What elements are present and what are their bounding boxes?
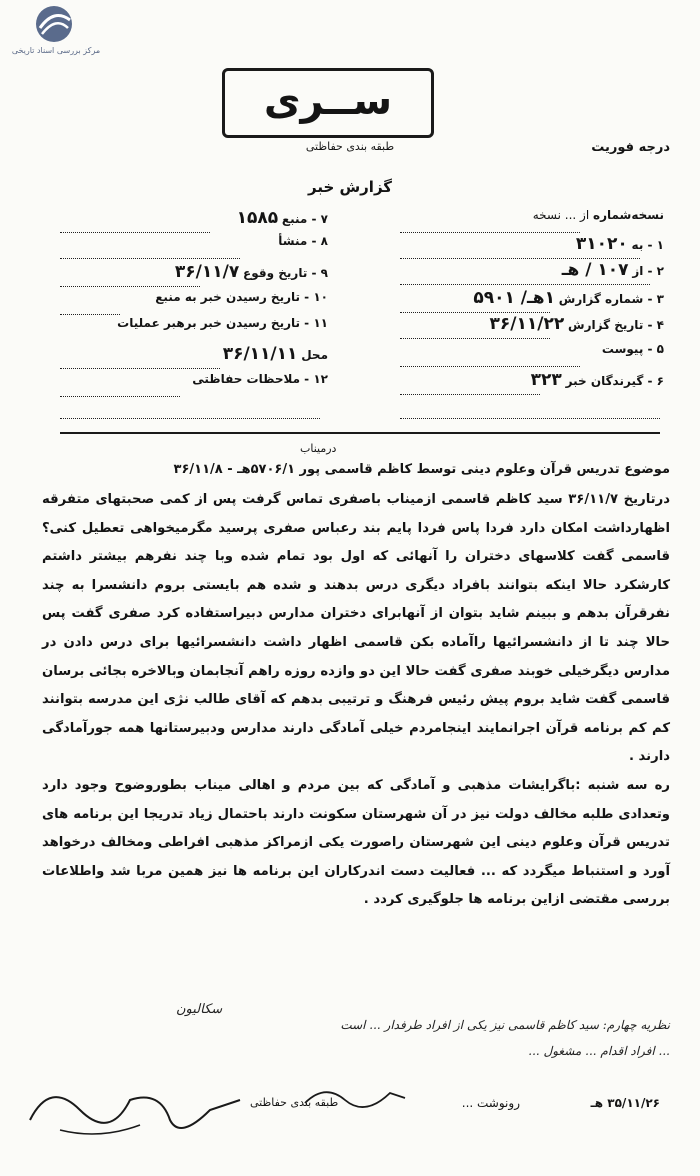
footer-note: رونوشت ...: [461, 1096, 520, 1110]
field-from: ۲ - از ۱۰۷ / هـ: [561, 260, 664, 280]
footer-classification: طبقه بندی حفاظتی: [250, 1096, 339, 1109]
dotted-line: [60, 382, 180, 397]
secret-stamp-text: ســری: [263, 78, 393, 124]
body-paragraph: درتاریخ ۳۶/۱۱/۷ سید کاظم قاسمی ازمیناب باصفری تماس گرفت پس از کمی صحبتهای متفرقه اظهارداشت امکان دارد فردا پاس فردا پایم بند رعباس صفری پرسید مگرمیخواهی تعطیل کنی؟ قاسمی گفت کلاسهای دختران را آنهائی که اول بود تمام شده وبا چند نفرهم بیشتر داشتم کارشکرد حالا اینکه بتوانند بافراد دیگری درس بدهند و شده هم بایستی بروم دانشسرا به چند نفرقرآن بدهم و ببینم شاید بتوان از آنهابرای دختران مدارس دبیراستفاده کرد صفری گفت پس حالا چند تا از دانشسرائیها راآماده بکن قاسمی اظهار داشت دانشسرائیها برای درس دادن در مدارس دیگرخیلی خوبند صفری گفت حالا این دو وازده روزه راهم آنجابمان وبالاخره بجائی برسان قاسمی گفت شاید بروم پیش رئیس فرهنگ و ترتیبی بدهم که آقای طالب نژی این مدرسه بتوانند کم کم برنامه قرآن اجرانمایند اینجامردم خیلی آمادگی دارند مدارس ودبیرستانها همه جورآمادگی دارند .: [42, 492, 670, 765]
field-location: محل ۳۶/۱۱/۱۱: [222, 344, 328, 364]
subject-location: درمیناب: [300, 442, 337, 455]
field-source: ۷ - منبع ۱۵۸۵: [236, 208, 328, 228]
field-report-date: ۴ - تاریخ گزارش ۳۶/۱۱/۲۲: [489, 314, 664, 334]
field-copy-number: نسخه‌شماره از ... نسخه: [532, 208, 664, 222]
dotted-line: [60, 354, 220, 369]
field-recipients: ۶ - گیرندگان خبر ۳۲۳: [530, 370, 664, 390]
dotted-line: [60, 218, 210, 233]
dotted-line: [60, 244, 240, 259]
handwritten-note: نظریه چهارم: سید کاظم قاسمی نیز یکی از افراد طرفدار ... است: [340, 1018, 670, 1032]
field-source-receipt-date: ۱۰ - تاریخ رسیدن خبر به منبع: [155, 290, 328, 304]
field-security-notes: ۱۲ - ملاحظات حفاظتی: [192, 372, 328, 386]
report-title: گزارش خبر: [307, 178, 393, 196]
dotted-line: [400, 404, 660, 419]
handwritten-signature-note: سکالیون: [176, 1002, 223, 1017]
archive-logo-text: مرکز بررسی اسناد تاریخی: [11, 46, 101, 55]
dotted-line: [400, 352, 580, 367]
priority-label: درجه فوریت: [591, 140, 670, 155]
dotted-line: [400, 380, 540, 395]
archive-emblem-icon: [24, 2, 84, 46]
dotted-line: [60, 300, 120, 315]
report-body: [42, 486, 670, 915]
body-paragraph: ره سه شنبه :باگرایشات مذهبی و آمادگی که بین مردم و اهالی میناب بطوروضوح وجود دارد وتعدادی طلبه مخالف دولت نیز در آن شهرستان سکونت دارند باحتمال زیاد تدریجا این برنامه های تدریس قرآن وعلوم دینی این شهرستان راصورت یکی ازمراکز مذهبی افراطی ومخالف درخواهد آورد و استنباط میگردد که ... فعالیت دست اندرکاران این برنامه ها نیز همین مربا شد واطلاعات بررسی مقتضی ازاین برنامه ها جلوگیری کردد .: [42, 777, 670, 908]
field-event-date: ۹ - تاریخ وقوع ۳۶/۱۱/۷: [174, 262, 328, 282]
header-divider: [60, 432, 660, 434]
archive-logo: [0, 0, 110, 62]
dotted-line: [60, 272, 200, 287]
field-to: ۱ - به ۳۱۰۲۰: [575, 234, 664, 254]
dotted-line: [400, 324, 550, 339]
signature-scribble: [20, 1070, 250, 1150]
dotted-line: [400, 298, 550, 313]
field-origin: ۸ - منشأ: [278, 234, 328, 248]
subject-text: تدریس قرآن وعلوم دینی توسط کاظم قاسمی پور ۵۷۰۶/۱هـ - ۳۶/۱۱/۸: [173, 462, 620, 477]
classification-label: طبقه بندی حفاظتی: [305, 140, 395, 153]
dotted-line: [400, 218, 580, 233]
subject-label: موضوع: [624, 462, 670, 477]
field-operations-receipt-date: ۱۱ - تاریخ رسیدن خبر برهبر عملیات: [117, 316, 328, 330]
dotted-line: [60, 404, 320, 419]
field-attachment: ۵ - پیوست: [601, 342, 664, 356]
field-report-number: ۳ - شماره گزارش ۱هـ/ ۵۹۰۱: [473, 288, 664, 308]
footer-date-ref: ۳۵/۱۱/۲۶ هـ: [590, 1096, 660, 1110]
subject-line: [174, 462, 670, 477]
dotted-line: [400, 270, 650, 285]
secret-stamp: [222, 68, 434, 138]
dotted-line: [400, 244, 640, 259]
handwritten-note: ... افراد اقدام ... مشغول ...: [528, 1044, 670, 1058]
